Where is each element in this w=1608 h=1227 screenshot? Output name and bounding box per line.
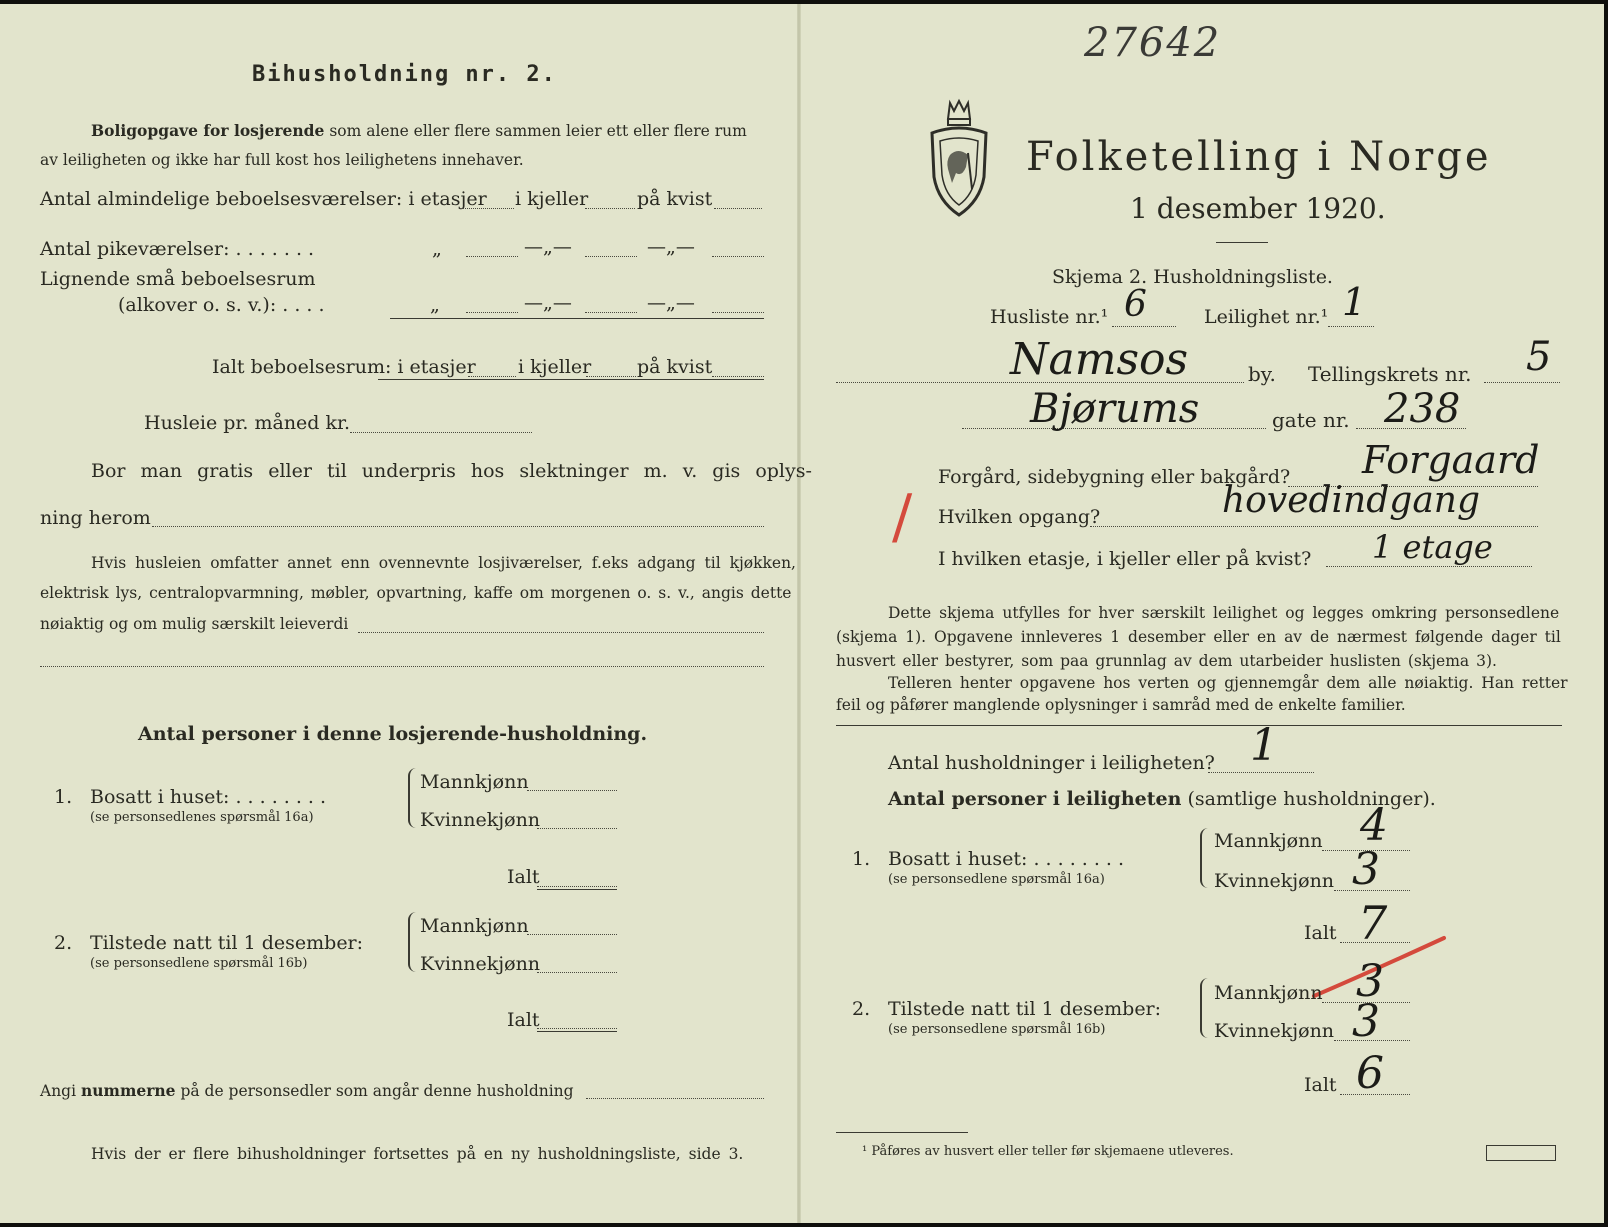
left-q1-mann: Mannkjønn	[420, 771, 529, 793]
info-line-2: (skjema 1). Opgavene innleveres 1 desember eller en av de nærmest følgende dager til	[836, 628, 1561, 646]
opgang-label: Hvilken opgang?	[938, 506, 1101, 528]
footnote: ¹ Påføres av husvert eller teller før skjemaene utleveres.	[862, 1144, 1234, 1159]
left-footer: Hvis der er flere bihusholdninger fortsettes på en ny husholdningsliste, side 3.	[91, 1145, 744, 1163]
info-line-4: Telleren henter opgavene hos verten og gjennemgår dem alle nøiaktig. Han retter	[888, 674, 1568, 692]
right-q1-kvinne: Kvinnekjønn	[1214, 870, 1335, 892]
antal-label: Antal almindelige beboelsesværelser: i etasjer	[40, 188, 487, 210]
left-q2-brace	[408, 912, 416, 972]
opgang-value: hovedindgang	[1222, 480, 1481, 521]
antal-husholdninger-value: 1	[1250, 720, 1278, 771]
right-q2-kvinne-value: 3	[1352, 996, 1380, 1047]
left-q1-sub: (se personsedlenes spørsmål 16a)	[90, 810, 314, 825]
left-q1-label: Bosatt i huset: . . . . . . . .	[90, 786, 327, 808]
left-title: Bihusholdning nr. 2.	[252, 62, 557, 87]
right-q1-brace	[1200, 828, 1208, 888]
antal-personer-line: Antal personer i leiligheten (samtlige husholdninger).	[888, 788, 1436, 810]
right-q1-label: Bosatt i huset: . . . . . . . .	[888, 848, 1125, 870]
right-q1-ialt-value: 7	[1358, 896, 1388, 950]
husliste-value: 6	[1124, 284, 1147, 325]
census-form-page	[0, 4, 1604, 1223]
pike-ditto-3: —„—	[647, 236, 695, 258]
lign-label-1: Lignende små beboelsesrum	[40, 268, 316, 290]
leilighet-value: 1	[1342, 280, 1367, 324]
antal-paa-kvist: på kvist	[637, 188, 713, 210]
right-q2-ialt: Ialt	[1304, 1074, 1337, 1096]
left-q2-ialt: Ialt	[507, 1009, 540, 1031]
by-value: Namsos	[1010, 334, 1189, 385]
info-line-3: husvert eller bestyrer, som paa grunnlag av dem utarbeider huslisten (skjema 3).	[836, 652, 1497, 670]
etasje-label: I hvilken etasje, i kjeller eller på kvist?	[938, 548, 1312, 570]
hvis-line-3: nøiaktig og om mulig særskilt leieverdi	[40, 615, 349, 633]
printer-stamp	[1486, 1145, 1556, 1161]
left-q1-num: 1.	[54, 786, 73, 808]
right-q1-mann-value: 4	[1360, 800, 1388, 851]
gate-nr-value: 238	[1384, 386, 1461, 432]
right-q1-ialt: Ialt	[1304, 922, 1337, 944]
forgard-value: Forgaard	[1362, 438, 1540, 482]
lign-label-2: (alkover o. s. v.): . . . .	[118, 294, 325, 316]
pike-ditto-2: —„—	[524, 236, 572, 258]
forgard-label: Forgård, sidebygning eller bakgård?	[938, 466, 1291, 488]
gate-label: gate nr.	[1272, 408, 1350, 432]
by-label: by.	[1248, 362, 1276, 386]
right-q2-kvinne: Kvinnekjønn	[1214, 1020, 1335, 1042]
ialt-i-kjeller: i kjeller	[518, 356, 592, 378]
bor-line-2: ning herom	[40, 507, 151, 529]
angi-line: Angi nummerne på de personsedler som angår denne husholdning	[40, 1081, 574, 1100]
archive-number: 27642	[1084, 20, 1222, 66]
leilighet-label: Leilighet nr.¹	[1204, 306, 1329, 328]
red-check-mark: /	[892, 482, 913, 552]
right-q2-label: Tilstede natt til 1 desember:	[888, 998, 1162, 1020]
skjema-label: Skjema 2. Husholdningsliste.	[1052, 266, 1333, 288]
main-title: Folketelling i Norge	[1026, 134, 1492, 180]
left-q1-brace	[408, 768, 416, 828]
right-q2-mann: Mannkjønn	[1214, 982, 1323, 1004]
right-q2-mann-value: 3	[1356, 956, 1384, 1007]
coat-of-arms-icon	[928, 97, 990, 219]
census-date: 1 desember 1920.	[1130, 192, 1386, 225]
left-q2-num: 2.	[54, 932, 73, 954]
right-q2-ialt-value: 6	[1356, 1048, 1384, 1099]
right-q1-num: 1.	[852, 848, 871, 870]
antal-i-kjeller: i kjeller	[515, 188, 589, 210]
pike-label: Antal pikeværelser: . . . . . . .	[40, 238, 315, 260]
right-q2-sub: (se personsedlene spørsmål 16b)	[888, 1022, 1106, 1037]
left-q2-label: Tilstede natt til 1 desember:	[90, 932, 364, 954]
page-fold	[797, 4, 801, 1223]
etasje-value: 1 etage	[1372, 528, 1493, 566]
right-q1-kvinne-value: 3	[1352, 844, 1380, 895]
tellingskrets-value: 5	[1526, 334, 1552, 380]
ialt-label: Ialt beboelsesrum: i etasjer	[212, 356, 476, 378]
hvis-line-2: elektrisk lys, centralopvarmning, møbler, opvartning, kaffe om morgenen o. s. v., angis dette	[40, 584, 792, 602]
antal-husholdninger-label: Antal husholdninger i leiligheten?	[888, 752, 1215, 774]
left-q2-sub: (se personsedlene spørsmål 16b)	[90, 956, 308, 971]
husleie-label: Husleie pr. måned kr.	[144, 412, 351, 434]
gate-value: Bjørums	[1030, 386, 1200, 432]
right-q1-sub: (se personsedlene spørsmål 16a)	[888, 872, 1105, 887]
lign-ditto-1: „	[430, 294, 440, 316]
left-q1-ialt: Ialt	[507, 866, 540, 888]
pike-ditto-1: „	[432, 238, 442, 260]
tellingskrets-label: Tellingskrets nr.	[1308, 362, 1472, 386]
hvis-line-1: Hvis husleien omfatter annet enn ovennevnte losjiværelser, f.eks adgang til kjøkken,	[91, 554, 796, 572]
right-q2-brace	[1200, 978, 1208, 1038]
lign-ditto-2: —„—	[524, 292, 572, 314]
husliste-label: Husliste nr.¹	[990, 306, 1109, 328]
lign-ditto-3: —„—	[647, 292, 695, 314]
left-q1-kvinne: Kvinnekjønn	[420, 809, 541, 831]
info-line-5: feil og påfører manglende oplysninger i samråd med de enkelte familier.	[836, 696, 1406, 714]
intro-line-2: av leiligheten og ikke har full kost hos leilighetens innehaver.	[40, 151, 524, 169]
left-q2-kvinne: Kvinnekjønn	[420, 953, 541, 975]
bor-line-1: Bor man gratis eller til underpris hos slektninger m. v. gis oplys-	[91, 460, 812, 482]
ialt-paa-kvist: på kvist	[637, 356, 713, 378]
right-q2-num: 2.	[852, 998, 871, 1020]
right-q1-mann: Mannkjønn	[1214, 830, 1323, 852]
left-antal-personer: Antal personer i denne losjerende-husholdning.	[138, 723, 648, 745]
info-line-1: Dette skjema utfylles for hver særskilt leilighet og legges omkring personsedlene	[888, 604, 1560, 622]
left-q2-mann: Mannkjønn	[420, 915, 529, 937]
intro-line-1: Boligopgave for losjerende som alene eller flere sammen leier ett eller flere rum	[91, 121, 747, 140]
